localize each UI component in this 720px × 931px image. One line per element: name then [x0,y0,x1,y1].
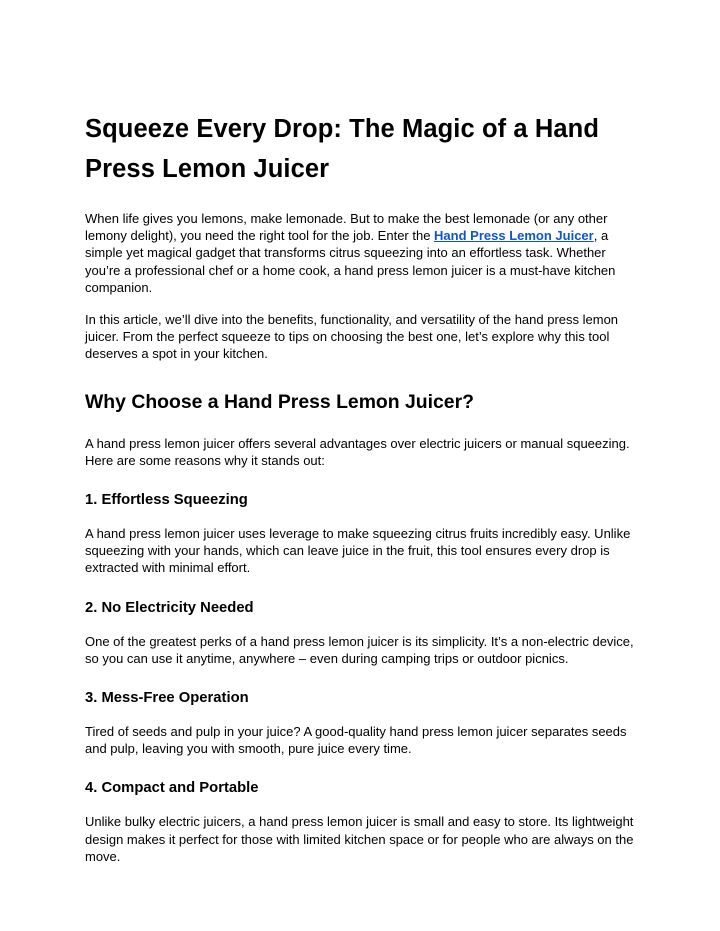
reason-heading-mess-free: 3. Mess-Free Operation [85,690,249,707]
page-title: Squeeze Every Drop: The Magic of a Hand Press Lemon Juicer [85,115,600,183]
article-overview-paragraph: In this article, we’ll dive into the benefits, functionality, and versatility of the hand press lemon juicer. From the perfect squeeze to tips on choosing the best one, let’s explore why this tool deserves a spot in your kitchen. [85,312,619,362]
reason-text-mess-free: Tired of seeds and pulp in your juice? A good-quality hand press lemon juicer separates seeds and pulp, leaving you with smooth, pure juice every time. [85,724,627,757]
intro-paragraph [85,210,637,296]
reason-text-compact-portable: Unlike bulky electric juicers, a hand press lemon juicer is small and easy to store. Its lightweight design makes it perfect for those with limited kitchen space or for people who are always on the move. [85,814,634,864]
reason-heading-no-electricity: 2. No Electricity Needed [85,599,254,616]
reason-heading-effortless-squeezing: 1. Effortless Squeezing [85,492,248,509]
reason-text-no-electricity: One of the greatest perks of a hand press lemon juicer is its simplicity. It’s a non-electric device, so you can use it anytime, anywhere – even during camping trips or outdoor picnics. [85,633,634,666]
reason-text-effortless-squeezing: A hand press lemon juicer uses leverage to make squeezing citrus fruits incredibly easy. Unlike squeezing with your hands, which can leave juice in the fruit, this tool ensures every drop is extracted with minimal effort. [85,526,631,576]
hand-press-lemon-juicer-link[interactable]: Hand Press Lemon Juicer [434,228,594,244]
document-body [85,109,637,880]
intro-text-after-link: , a simple yet magical gadget that transforms citrus squeezing into an effortless task. Whether you’re a professional chef or a home cook, a hand press lemon juicer is a must-have kitchen companion. [85,228,616,295]
intro-text-before-link: When life gives you lemons, make lemonade. But to make the best lemonade (or any other lemony delight), you need the right tool for the job. Enter the [85,211,608,244]
section-heading: Why Choose a Hand Press Lemon Juicer? [85,390,474,413]
reason-heading-compact-portable: 4. Compact and Portable [85,780,259,797]
section-intro-paragraph: A hand press lemon juicer offers several advantages over electric juicers or manual squeezing. Here are some reasons why it stands out: [85,435,630,468]
